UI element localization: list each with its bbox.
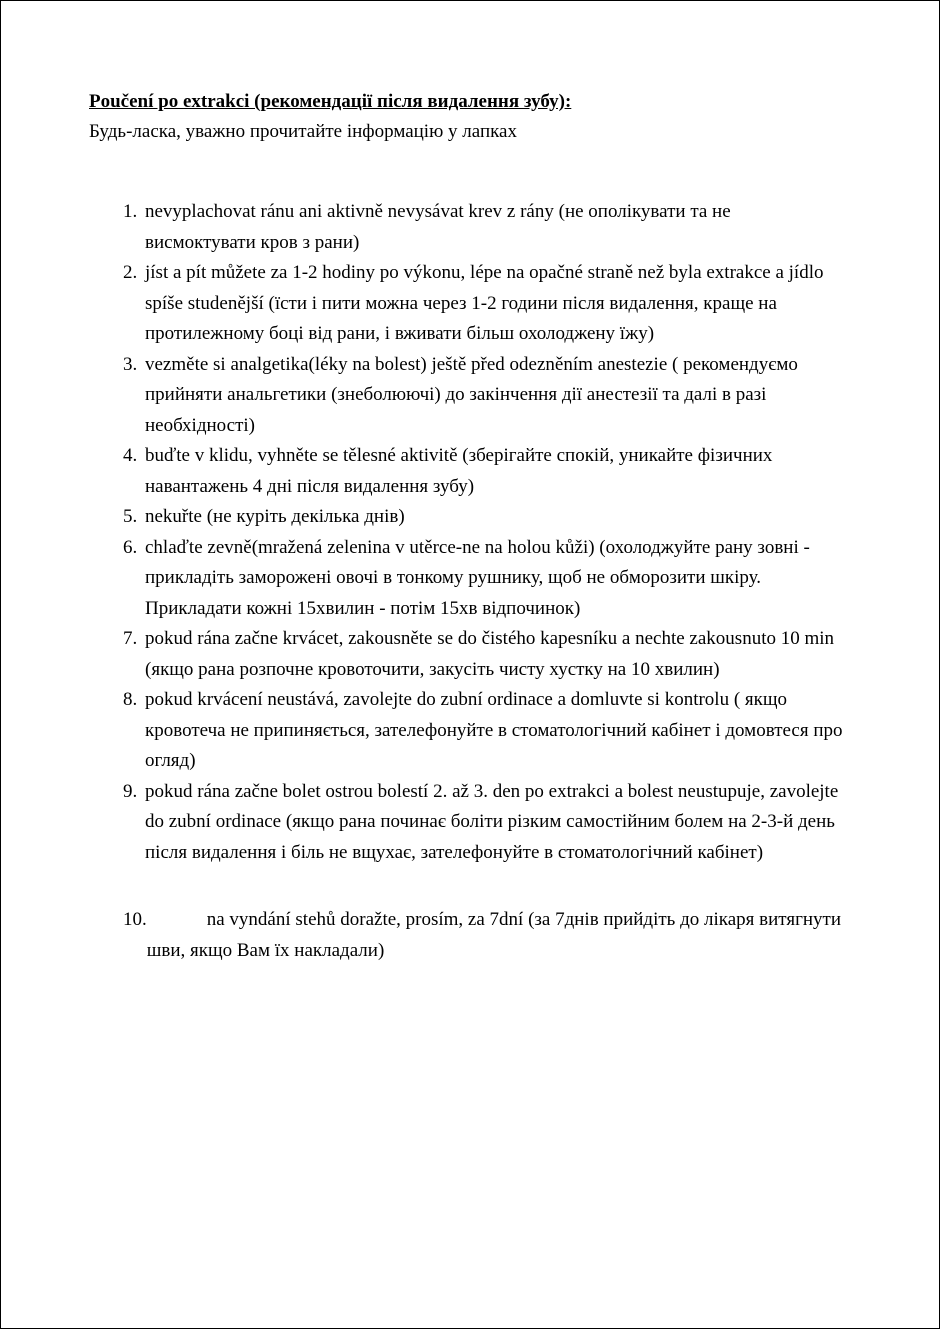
- item-text: nevyplachovat ránu ani aktivně nevysávat krev z rány (не ополікувати та не висмоктувати кров з рани): [145, 201, 731, 253]
- item-text: vezměte si analgetika(léky na bolest) ještě před odezněním anestezie ( рекомендуємо прийняти анальгетики (знеболюючі) до закінчення дії анестезії та далі в разі необхідності): [145, 353, 798, 436]
- list-item: [123, 905, 843, 966]
- item-number: 8.: [123, 689, 138, 710]
- item-text: jíst a pít můžete za 1-2 hodiny po výkonu, lépe na opačné straně než byla extrakce a jídlo spíše studenější (їсти і пити можна через 1-2 години після видалення, краще на протилежному боці від рани, і вживати більш охолоджену їжу): [145, 262, 824, 344]
- document-title: Poučení po extrakci (рекомендації після видалення зубу):: [89, 91, 572, 112]
- document-subtitle: Будь-ласка, уважно прочитайте інформацію у лапках: [89, 121, 517, 142]
- item-text: nekuřte (не куріть декілька днів): [145, 506, 405, 527]
- list-item: [123, 258, 843, 350]
- item-number: 1.: [123, 201, 138, 222]
- list-item: [123, 685, 843, 777]
- item-number: 3.: [123, 353, 138, 375]
- item-text: pokud rána začne bolet ostrou bolestí 2. až 3. den po extrakci a bolest neustupuje, zavolejte do zubní ordinace (якщо рана починає боліти різким самостійним болем на 2-3-й день після видалення і біль не вщухає, зателефонуйте в стоматологічний кабінет): [145, 780, 839, 863]
- document-content: [89, 87, 859, 961]
- item-text: chlaďte zevně(mražená zelenina v utěrce-ne na holou kůži) (охолоджуйте рану зовні - прикладіть заморожені овочі в тонкому рушнику, щоб не обморозити шкіру. Прикладати кожні 15хвилин - потім 15хв відпочинок): [145, 536, 810, 619]
- list-item: [123, 502, 843, 533]
- item-text: pokud krvácení neustává, zavolejte do zubní ordinace a domluvte si kontrolu ( якщо кровотеча не припиняється, зателефонуйте в стоматологічний кабінет і домовтеся про огляд): [145, 689, 843, 771]
- item-text: pokud rána začne krvácet, zakousněte se do čistého kapesníku a nechte zakousnuto 10 min (якщо рана розпочне кровоточити, закусіть чисту хустку на 10 хвилин): [145, 628, 835, 680]
- list-item: [123, 350, 843, 442]
- item-number: 2.: [123, 262, 138, 283]
- item-number: 4.: [123, 445, 138, 466]
- item-number: 10.: [123, 909, 147, 930]
- item-number: 7.: [123, 628, 138, 649]
- item-text: na vyndání stehů doražte, prosím, za 7dní (за 7днів прийдіть до лікаря витягнути шви, якщо Вам їх накладали): [146, 909, 842, 961]
- item-number: 5.: [123, 506, 138, 527]
- list-item: [123, 624, 843, 685]
- instruction-list: [123, 197, 843, 966]
- list-item: [123, 197, 843, 258]
- list-item: [123, 777, 843, 869]
- list-item: [123, 441, 843, 502]
- item-text: buďte v klidu, vyhněte se tělesné aktivitě (зберігайте спокій, уникайте фізичних навантажень 4 дні після видалення зубу): [145, 445, 773, 497]
- item-number: 9.: [123, 780, 138, 802]
- item-number: 6.: [123, 536, 138, 558]
- list-item: [123, 533, 843, 625]
